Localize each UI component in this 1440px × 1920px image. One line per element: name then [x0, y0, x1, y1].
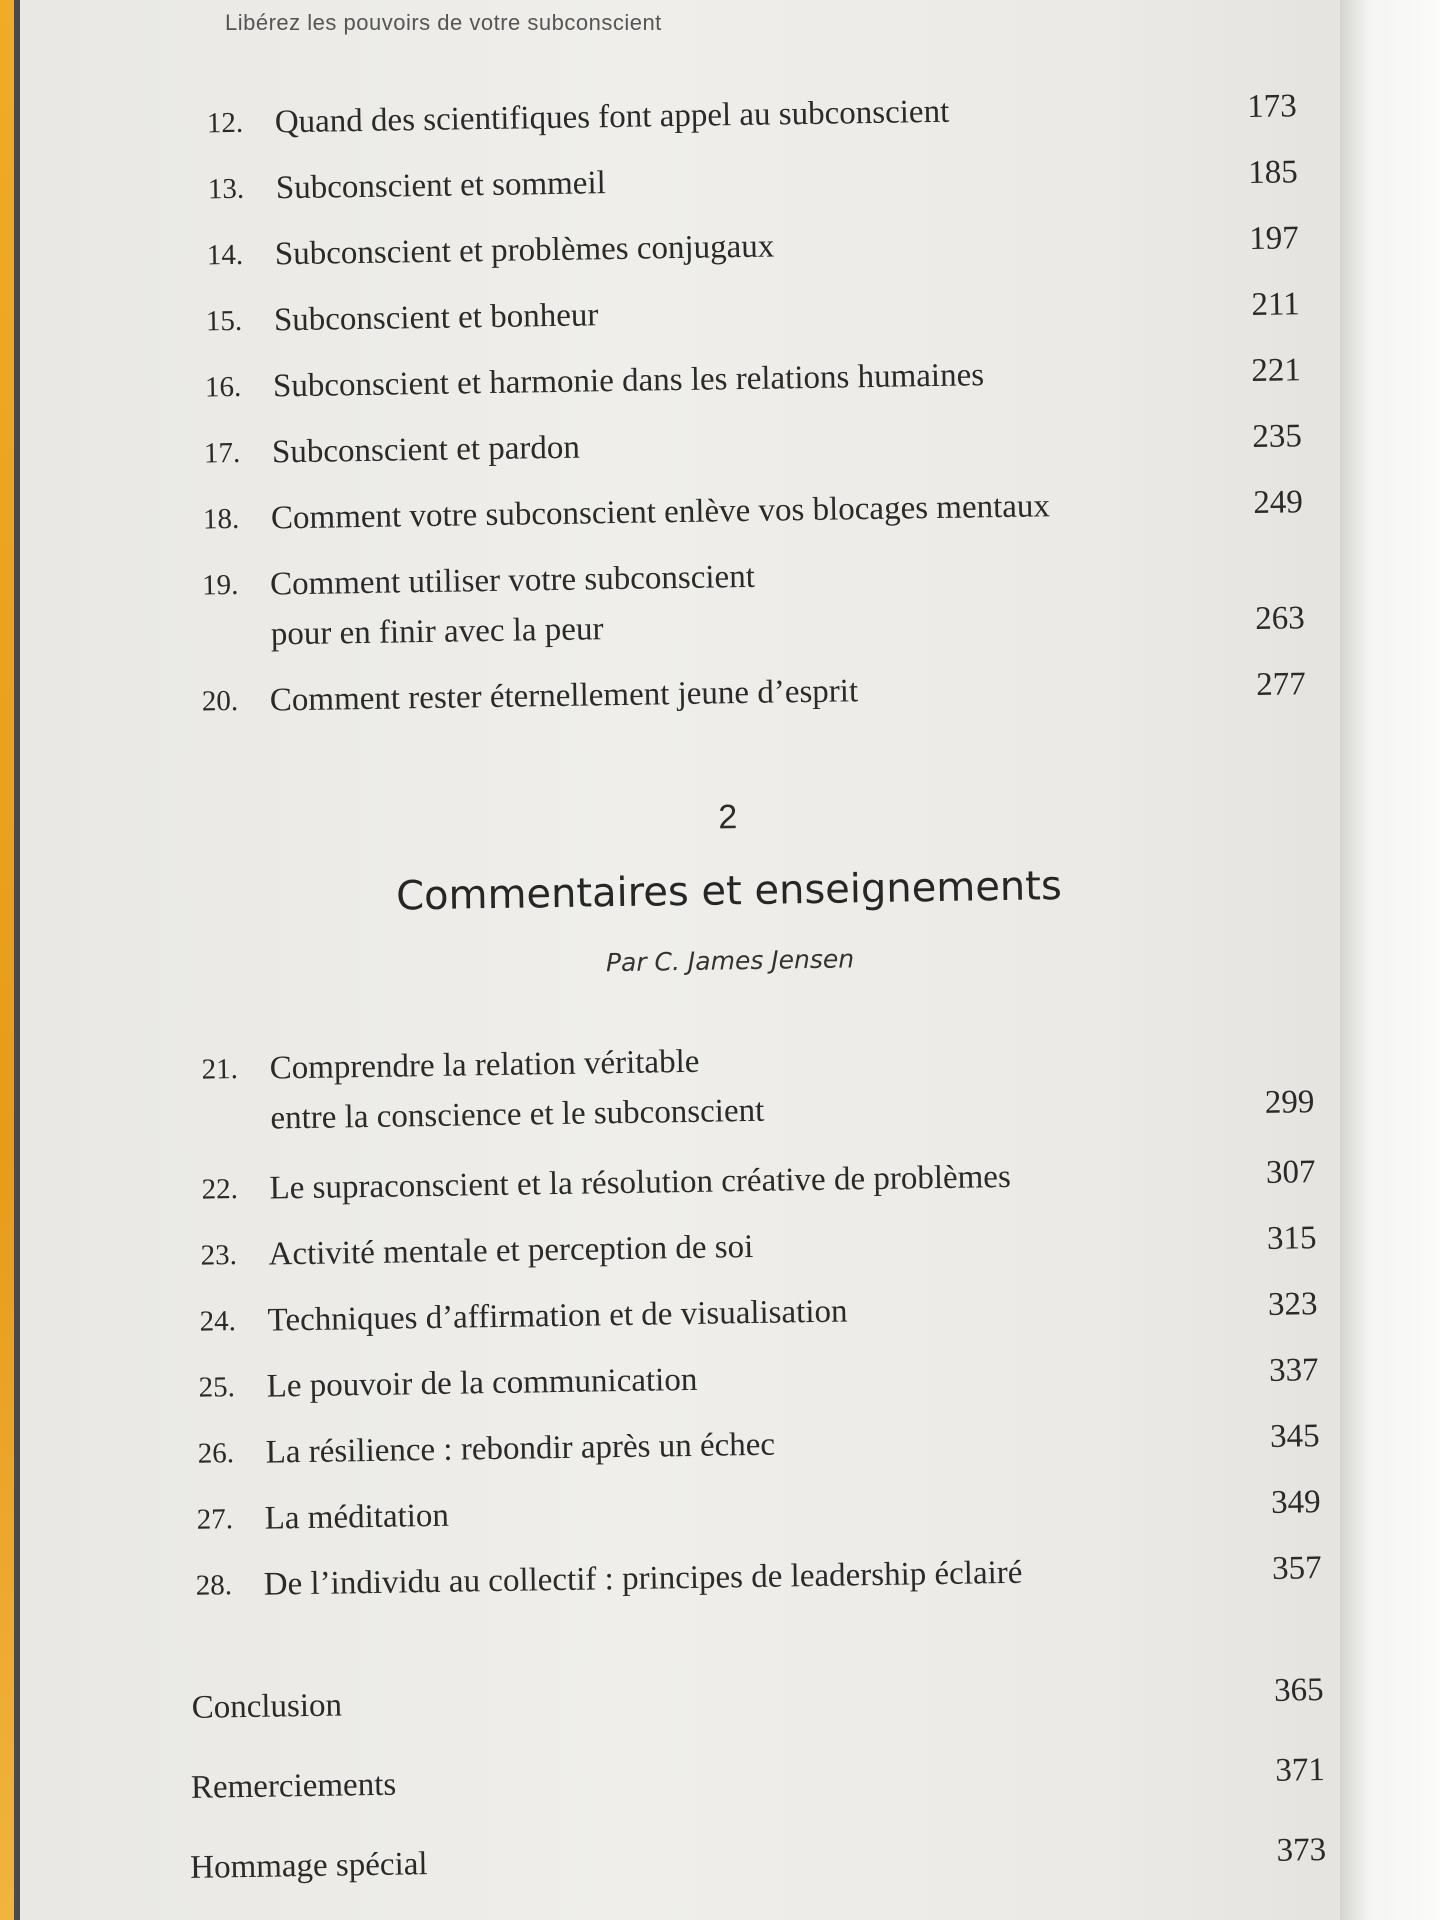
entry-page: 307: [1265, 1154, 1316, 1191]
entry-page: 349: [1270, 1484, 1321, 1521]
entry-title-line-2: pour en finir avec la peur: [270, 611, 604, 653]
entry-page: 221: [1251, 352, 1302, 390]
entry-number: 22.: [201, 1173, 239, 1206]
entry-title: La résilience : rebondir après un échec: [265, 1426, 776, 1471]
entry-number: 23.: [200, 1239, 238, 1272]
entry-title: Activité mentale et perception de soi: [268, 1228, 754, 1273]
entry-title: Remerciements: [190, 1766, 397, 1806]
entry-title-line-1: Comment utiliser votre subconscient: [269, 558, 756, 603]
entry-number: 27.: [196, 1503, 234, 1536]
entry-page: 185: [1247, 154, 1298, 192]
entry-number: 20.: [201, 684, 239, 718]
entry-page: 235: [1252, 418, 1303, 456]
entry-page: 277: [1255, 666, 1307, 703]
entry-page: 315: [1266, 1220, 1317, 1257]
entry-title: Conclusion: [191, 1687, 343, 1726]
entry-title: Le supraconscient et la résolution créative de problèmes: [269, 1158, 1012, 1207]
book-page: [20, 0, 1360, 1920]
entry-number: 19.: [201, 568, 239, 602]
entry-title: Subconscient et pardon: [271, 429, 581, 471]
entry-title: Comment rester éternellement jeune d’esprit: [269, 673, 859, 719]
entry-page: 357: [1271, 1550, 1322, 1587]
entry-page: 337: [1268, 1352, 1319, 1389]
entry-page: 299: [1264, 1084, 1315, 1121]
entry-page: 173: [1246, 88, 1297, 126]
entry-page: 323: [1267, 1286, 1318, 1323]
entry-page: 365: [1273, 1672, 1324, 1709]
entry-page: 345: [1269, 1418, 1320, 1455]
page-edge-shadow: [1340, 0, 1440, 1920]
entry-title-line-1: Comprendre la relation véritable: [269, 1043, 700, 1087]
entry-title: Subconscient et harmonie dans les relations humaines: [272, 357, 985, 405]
entry-number: 25.: [198, 1371, 236, 1404]
entry-number: 15.: [205, 304, 243, 338]
entry-page: 211: [1251, 286, 1301, 323]
entry-number: 28.: [195, 1569, 233, 1602]
section-number: 2: [718, 798, 738, 837]
entry-number: 17.: [203, 436, 241, 470]
entry-title: Quand des scientifiques font appel au subconscient: [274, 93, 950, 141]
book-edge: [0, 0, 14, 1920]
entry-number: 26.: [197, 1437, 235, 1470]
running-head: Libérez les pouvoirs de votre subconscient: [225, 10, 662, 35]
entry-page: 371: [1275, 1752, 1326, 1789]
entry-page: 197: [1248, 220, 1300, 258]
entry-title: Subconscient et problèmes conjugaux: [274, 228, 775, 273]
entry-number: 14.: [206, 238, 244, 272]
entry-title: Subconscient et sommeil: [275, 165, 607, 207]
entry-number: 13.: [207, 172, 245, 206]
entry-title-line-2: entre la conscience et le subconscient: [270, 1092, 765, 1137]
entry-number: 12.: [206, 106, 244, 140]
entry-number: 18.: [202, 502, 240, 536]
entry-title: Le pouvoir de la communication: [266, 1361, 698, 1405]
entry-page: 249: [1253, 484, 1304, 521]
entry-title: La méditation: [264, 1497, 450, 1537]
entry-title: Comment votre subconscient enlève vos blocages mentaux: [270, 488, 1051, 537]
entry-number: 24.: [199, 1305, 237, 1338]
entry-number: 16.: [204, 370, 242, 404]
entry-title: Hommage spécial: [189, 1846, 428, 1886]
section-title: Commentaires et enseignements: [395, 863, 1063, 920]
entry-page: 263: [1254, 600, 1305, 637]
entry-title: De l’individu au collectif : principes de leadership éclairé: [263, 1554, 1023, 1603]
entry-title: Subconscient et bonheur: [273, 297, 599, 339]
entry-number: 21.: [201, 1053, 239, 1086]
entry-page: 373: [1276, 1832, 1327, 1869]
entry-title: Techniques d’affirmation et de visualisation: [267, 1293, 848, 1339]
section-author: Par C. James Jensen: [605, 944, 855, 978]
